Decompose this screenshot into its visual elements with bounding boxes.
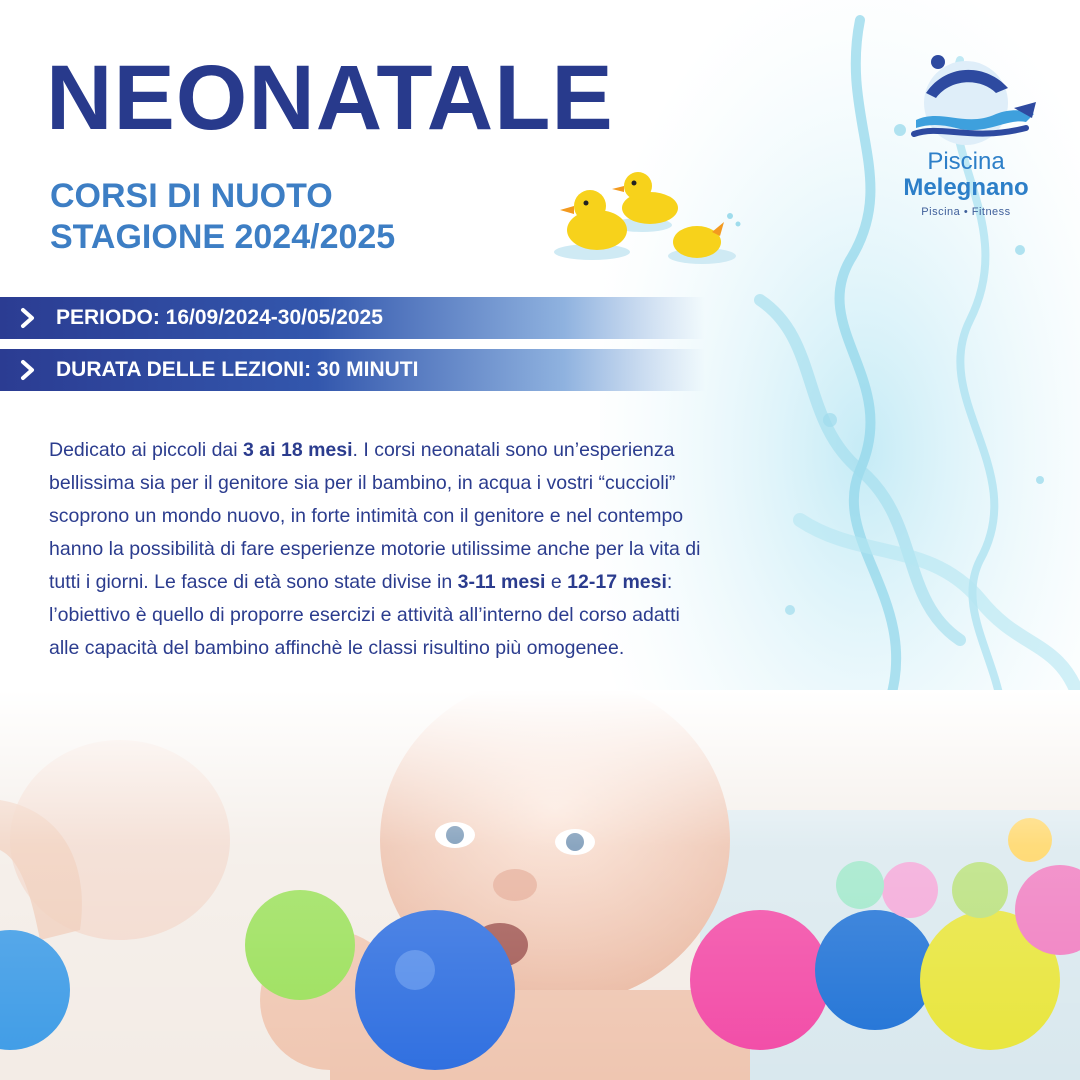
age-range-highlight: 3 ai 18 mesi bbox=[243, 438, 353, 461]
description-paragraph bbox=[49, 434, 709, 665]
page-title: NEONATALE bbox=[46, 47, 614, 149]
info-band-durata bbox=[0, 349, 705, 391]
durata-text: DURATA DELLE LEZIONI: 30 MINUTI bbox=[56, 358, 419, 381]
description-text-4: : l’obiettivo è quello di proporre esercizi e attività all’interno del corso adatti alle capacità del bambino affinchè le classi risultino più omogenee. bbox=[49, 570, 680, 659]
age-group-2-highlight: 12-17 mesi bbox=[567, 570, 667, 593]
logo-tagline: Piscina • Fitness bbox=[921, 206, 1011, 218]
description-text-1: Dedicato ai piccoli dai bbox=[49, 438, 244, 461]
rubber-duck-icon bbox=[552, 170, 747, 270]
description-text-3: e bbox=[545, 570, 568, 593]
pool-logo-icon bbox=[886, 48, 1046, 148]
age-group-1-highlight: 3-11 mesi bbox=[457, 570, 546, 593]
logo-name-line-1: Piscina bbox=[927, 148, 1005, 175]
info-band-periodo bbox=[0, 297, 705, 339]
baby-pool-photo bbox=[0, 690, 1080, 1080]
subtitle-line-1: CORSI DI NUOTO bbox=[50, 177, 333, 215]
subtitle-line-2: STAGIONE 2024/2025 bbox=[50, 218, 396, 257]
periodo-text: PERIODO: 16/09/2024-30/05/2025 bbox=[56, 306, 383, 329]
logo-name-line-2: Melegnano bbox=[903, 174, 1029, 201]
description-text-2: . I corsi neonatali sono un’esperienza bellissima sia per il genitore sia per il bambino, in acqua i vostri “cuccioli” scoprono un mondo nuovo, in forte intimità con il genitore e nel contempo hanno la possibilità di fare esperienze motorie utilissime anche per la vita di tutti i giorni. Le fasce di età sono state divise in bbox=[49, 438, 701, 593]
brand-logo bbox=[886, 48, 1046, 228]
chevron-right-icon bbox=[0, 297, 56, 339]
subtitle bbox=[50, 176, 395, 259]
chevron-right-icon bbox=[0, 349, 56, 391]
